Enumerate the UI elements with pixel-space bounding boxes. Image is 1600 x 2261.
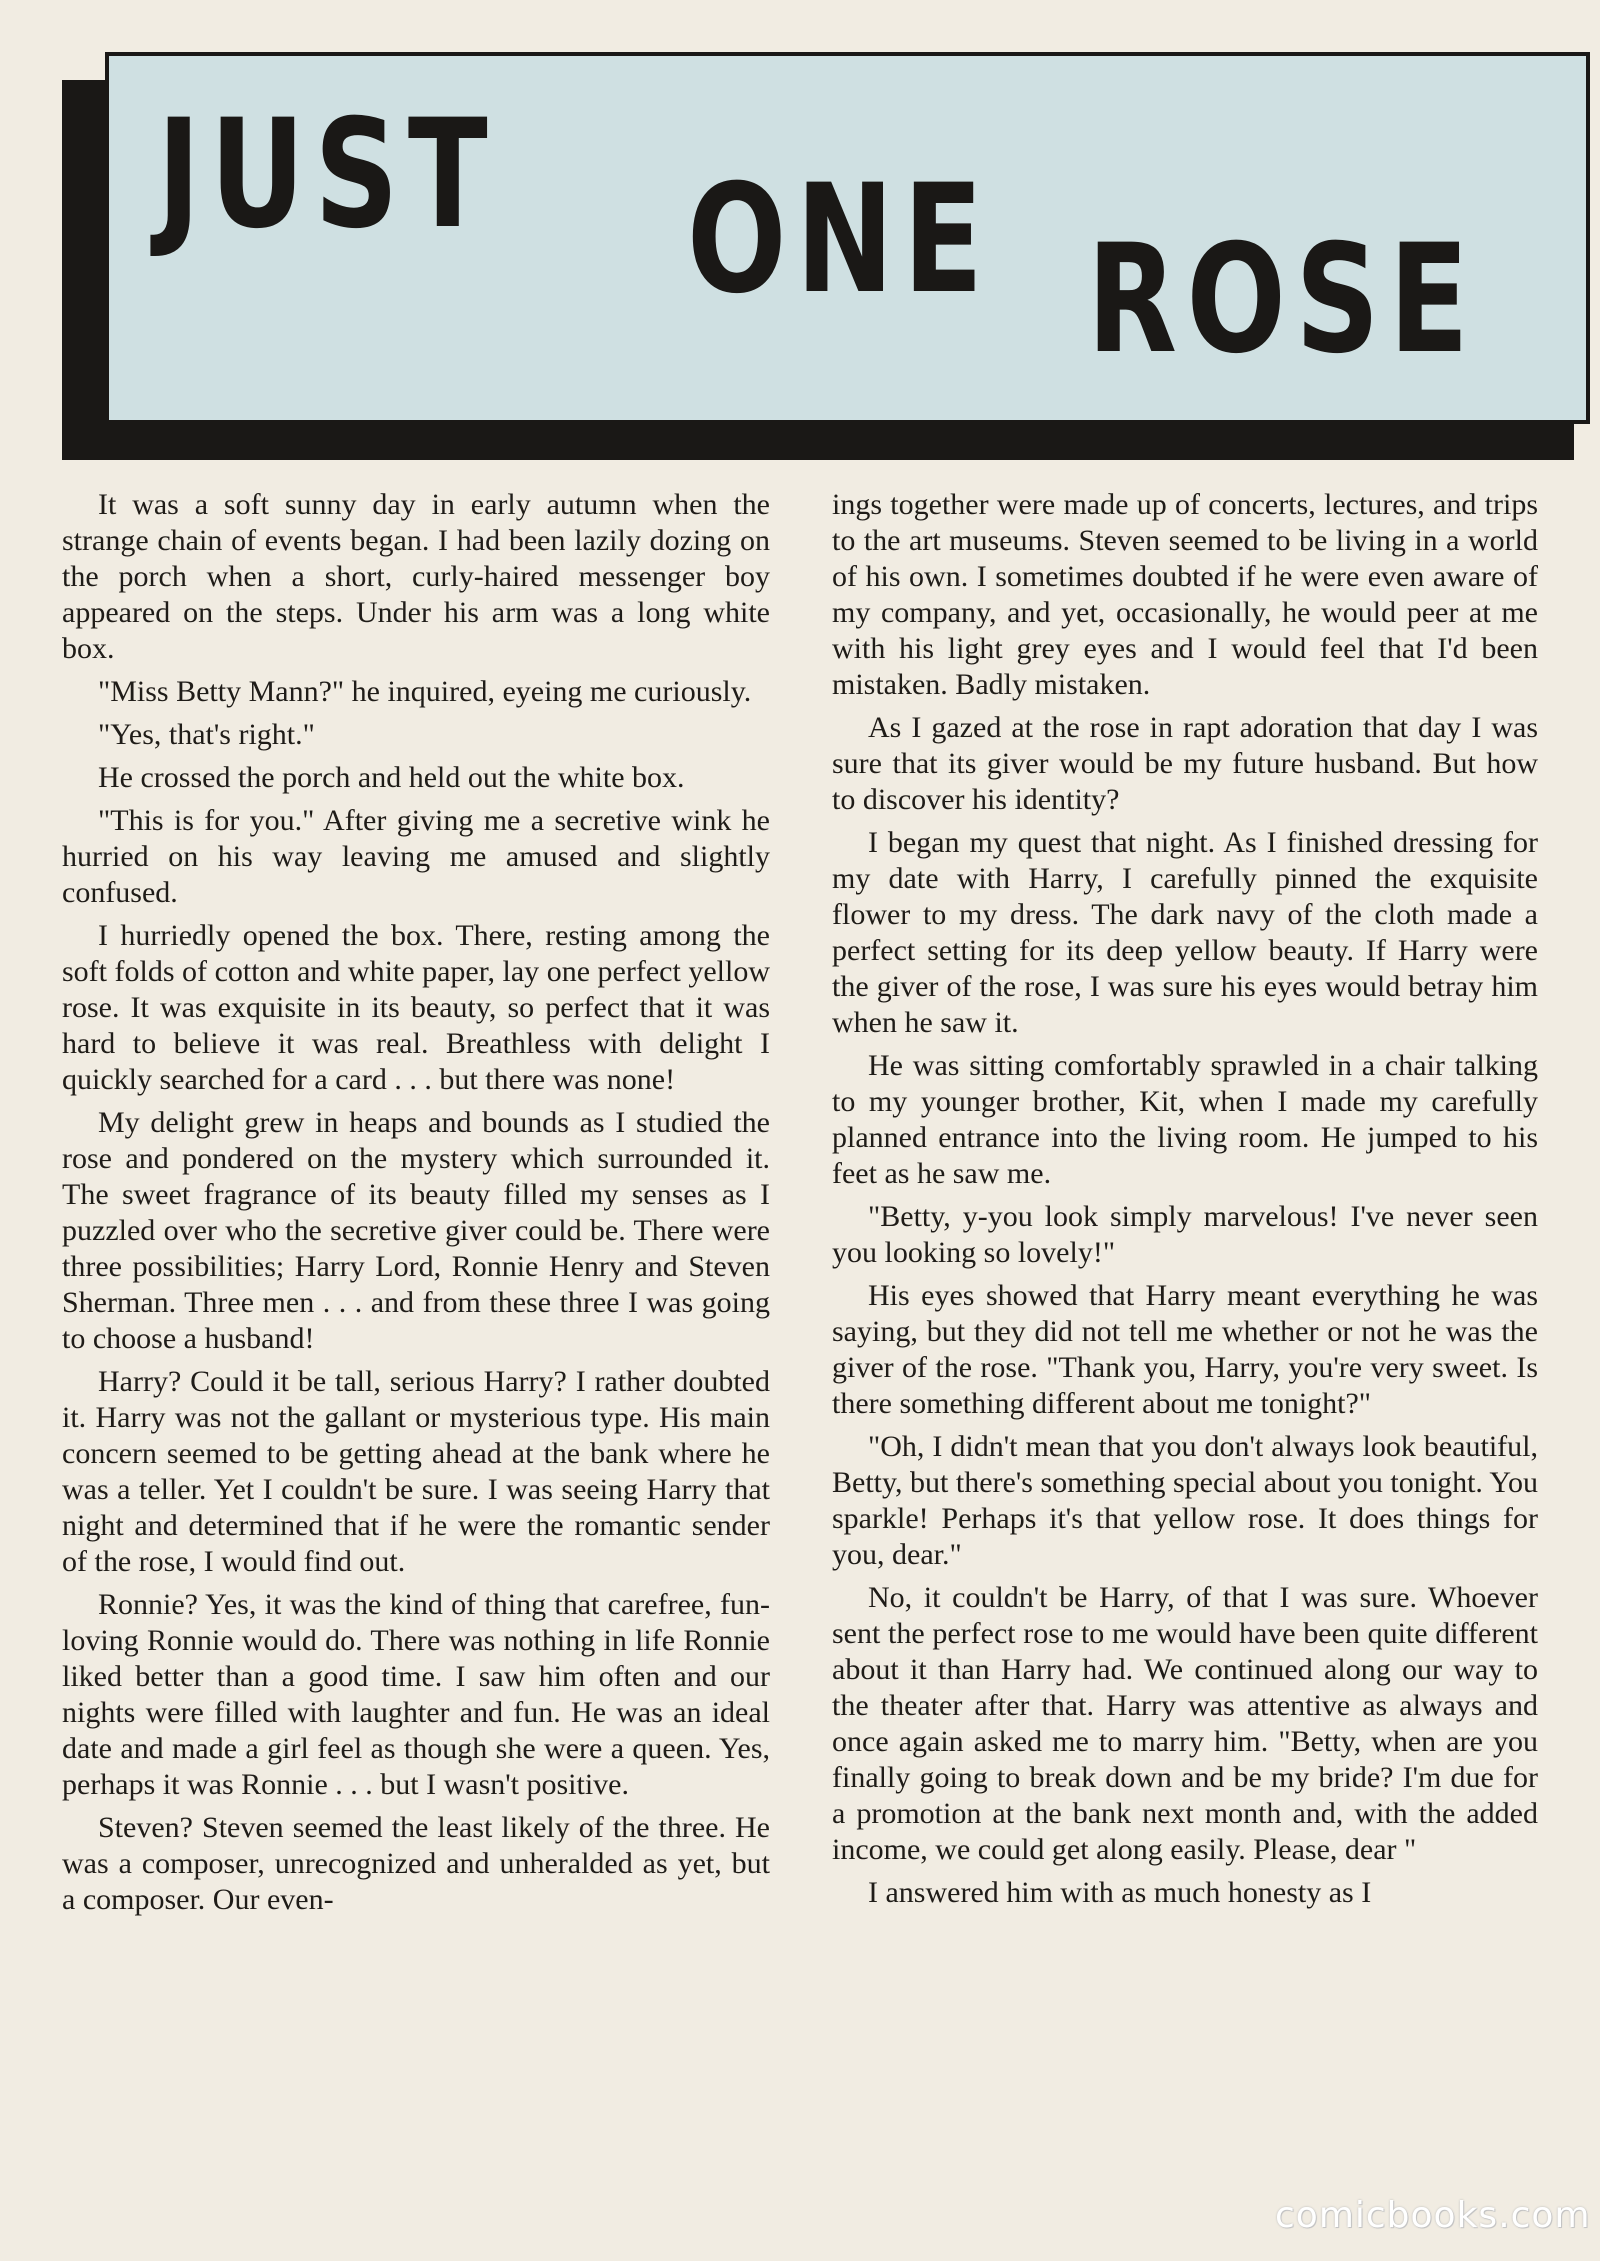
paragraph: As I gazed at the rose in rapt adoration that day I was sure that its giver would be my future husband. But how to discover his identity?	[832, 711, 1538, 816]
paragraph: I hurriedly opened the box. There, resting among the soft folds of cotton and white paper, lay one perfect yellow rose. It was exquisite in its beauty, so perfect that it was hard to believe it was real. Breathless with delight I quickly searched for a card . . . but there was none!	[62, 919, 770, 1096]
paragraph: "Betty, y-you look simply marvelous! I've never seen you looking so lovely!"	[832, 1200, 1538, 1269]
title-word-just: JUST	[157, 88, 498, 262]
paragraph: "Oh, I didn't mean that you don't always look beautiful, Betty, but there's something special about you tonight. You sparkle! Perhaps it's that yellow rose. It does things for you, dear."	[832, 1430, 1538, 1571]
paragraph: "Yes, that's right."	[98, 718, 315, 751]
paragraph: His eyes showed that Harry meant everything he was saying, but they did not tell me whether or not he was the giver of the rose. "Thank you, Harry, you're very sweet. Is there something different about me tonight?"	[832, 1279, 1538, 1420]
paragraph: Steven? Steven seemed the least likely of the three. He was a composer, unrecognized and unheralded as yet, but a composer. Our even-	[62, 1811, 770, 1916]
paragraph: "This is for you." After giving me a secretive wink he hurried on his way leaving me amused and slightly confused.	[62, 804, 770, 909]
story-column-left	[62, 487, 770, 1925]
paragraph: I answered him with as much honesty as I	[868, 1876, 1372, 1909]
watermark: comicbooks.com	[1275, 2195, 1591, 2236]
paragraph: Harry? Could it be tall, serious Harry? I rather doubted it. Harry was not the gallant or mysterious type. His main concern seemed to be getting ahead at the bank where he was a teller. Yet I couldn't be sure. I was seeing Harry that night and determined that if he were the romantic sender of the rose, I would find out.	[62, 1365, 770, 1578]
paragraph: He was sitting comfortably sprawled in a chair talking to my younger brother, Kit, when I made my carefully planned entrance into the living room. He jumped to his feet as he saw me.	[832, 1049, 1538, 1190]
paragraph: He crossed the porch and held out the white box.	[98, 761, 685, 794]
paragraph: It was a soft sunny day in early autumn when the strange chain of events began. I had been lazily dozing on the porch when a short, curly-haired messenger boy appeared on the steps. Under his arm was a long white box.	[62, 488, 770, 665]
paragraph: My delight grew in heaps and bounds as I studied the rose and pondered on the mystery which surrounded it. The sweet fragrance of its beauty filled my senses as I puzzled over who the secretive giver could be. There were three possibilities; Harry Lord, Ronnie Henry and Steven Sherman. Three men . . . and from these three I was going to choose a husband!	[62, 1106, 770, 1355]
title-word-one: ONE	[687, 153, 993, 327]
paragraph: I began my quest that night. As I finished dressing for my date with Harry, I carefully pinned the exquisite flower to my dress. The dark navy of the cloth made a perfect setting for its deep yellow beauty. If Harry were the giver of the rose, I was sure his eyes would betray him when he saw it.	[832, 826, 1538, 1039]
paragraph-continued: ings together were made up of concerts, lectures, and trips to the art museums. Steven seemed to be living in a world of his own. I sometimes doubted if he were even aware of my company, and yet, occasionally, he would peer at me with his light grey eyes and I would feel that I'd been mistaken. Badly mistaken.	[832, 488, 1538, 701]
paragraph: Ronnie? Yes, it was the kind of thing that carefree, fun-loving Ronnie would do. There was nothing in life Ronnie liked better than a good time. I saw him often and our nights were filled with laughter and fun. He was an ideal date and made a girl feel as though she were a queen. Yes, perhaps it was Ronnie . . . but I wasn't positive.	[62, 1588, 770, 1801]
title-word-rose: ROSE	[1087, 213, 1479, 387]
paragraph: No, it couldn't be Harry, of that I was sure. Whoever sent the perfect rose to me would have been quite different about it than Harry had. We continued along our way to the theater after that. Harry was attentive as always and once again asked me to marry him. "Betty, when are you finally going to break down and be my bride? I'm due for a promotion at the bank next month and, with the added income, we could get along easily. Please, dear "	[832, 1581, 1538, 1866]
story-column-right	[832, 487, 1538, 1918]
paragraph: "Miss Betty Mann?" he inquired, eyeing me curiously.	[98, 675, 752, 708]
